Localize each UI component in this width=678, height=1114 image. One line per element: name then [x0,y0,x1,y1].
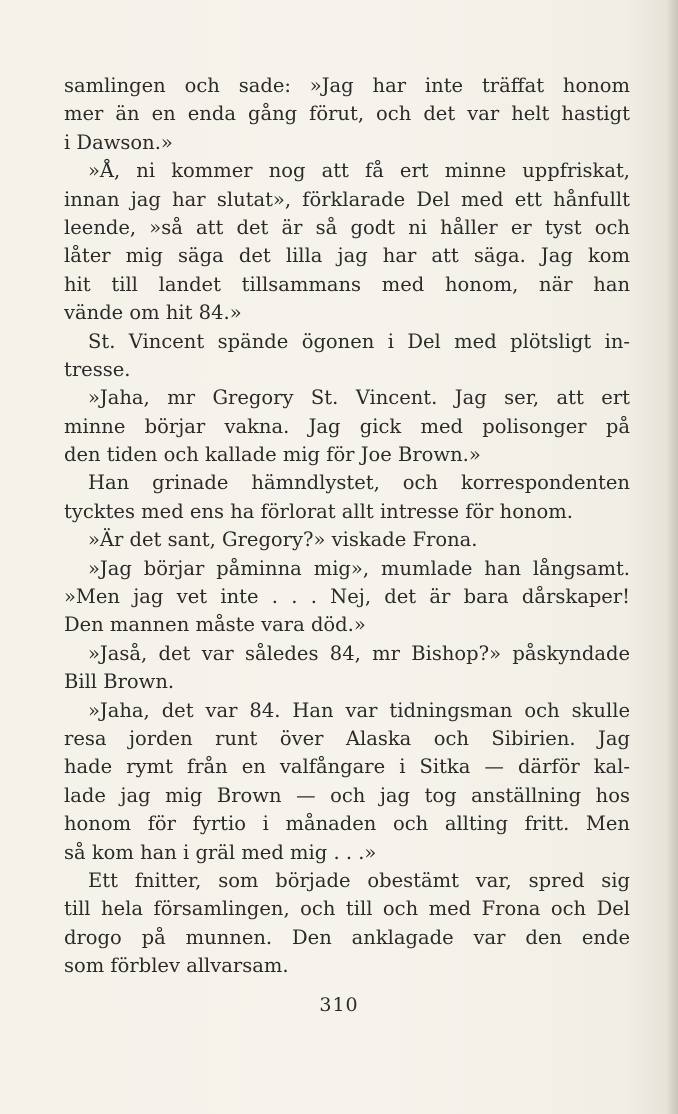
text-line: minne börjar vakna. Jag gick med polisonger på [64,414,630,438]
text-line: drogo på munnen. Den anklagade var den ende [64,925,630,949]
text-line: mer än en enda gång förut, och det var helt hastigt [64,102,630,126]
text-line: vände om hit 84.» [64,301,242,325]
text-line: St. Vincent spände ögonen i Del med plötsligt in- [88,329,630,353]
page-edge-shadow [666,0,678,1114]
text-line: tycktes med ens ha förlorat allt intresse för honom. [64,499,573,523]
text-line: samlingen och sade: »Jag har inte träffat honom [64,74,630,97]
text-line: »Jag börjar påminna mig», mumlade han långsamt. [88,556,630,580]
text-line: »Men jag vet inte . . . Nej, det är bara dårskaper! [64,585,630,609]
text-line: »Jaha, det var 84. Han var tidningsman och skulle [88,698,630,722]
text-line: i Dawson.» [64,130,173,154]
text-line: resa jorden runt över Alaska och Sibirien. Jag [64,726,630,750]
text-line: till hela församlingen, och till och med Frona och Del [64,897,630,921]
page-number: 310 [319,994,359,1016]
text-line: som förblev allvarsam. [64,954,289,978]
text-line: »Jaså, det var således 84, mr Bishop?» påskyndade [88,641,630,665]
text-line: lade jag mig Brown — och jag tog anställning hos [64,783,630,807]
text-line: Bill Brown. [64,670,175,694]
text-line: låter mig säga det lilla jag har att säga. Jag kom [64,244,630,268]
text-line: »Jaha, mr Gregory St. Vincent. Jag ser, att ert [88,386,630,410]
text-line: honom för fyrtio i månaden och allting fritt. Men [64,812,630,836]
text-line: innan jag har slutat», förklarade Del med ett hånfullt [64,187,630,211]
text-line: »Å, ni kommer nog att få ert minne uppfriskat, [88,159,630,183]
text-line: leende, »så att det är så godt ni håller er tyst och [64,215,630,239]
text-line: den tiden och kallade mig för Joe Brown.» [64,443,481,467]
text-line: hit till landet tillsammans med honom, när han [64,272,630,296]
body-text [64,72,630,981]
text-line: så kom han i gräl med mig . . .» [64,840,377,864]
text-line: Ett fnitter, som började obestämt var, spred sig [88,868,630,892]
text-line: tresse. [64,357,131,381]
text-line: hade rymt från en valfångare i Sitka — därför kal- [64,755,630,779]
text-line: Han grinade hämndlystet, och korrespondenten [88,471,630,495]
text-line: Den mannen måste vara död.» [64,613,366,637]
text-line: »Är det sant, Gregory?» viskade Frona. [88,528,478,552]
